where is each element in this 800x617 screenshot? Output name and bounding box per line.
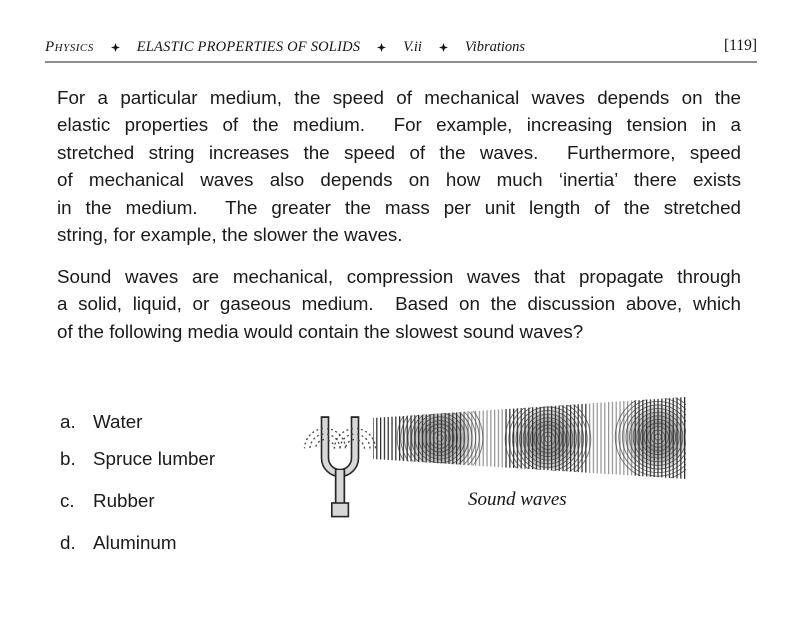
figure-caption: Sound waves — [468, 489, 567, 510]
paragraph-line: Sound waves are mechanical, compression waves that propagate through — [57, 266, 741, 287]
paragraph-line: elastic properties of the medium. For example, increasing tension in a — [57, 114, 741, 136]
wave-rings — [397, 394, 695, 482]
option-letter: a. — [60, 411, 76, 432]
header-section: V.ii — [403, 39, 422, 55]
paragraph-line: in the medium. The greater the mass per unit length of the stretched — [57, 196, 741, 218]
option-letter: b. — [60, 448, 76, 469]
paragraph-line: string, for example, the slower the waves. — [57, 224, 403, 246]
option-letter: c. — [60, 490, 75, 511]
option-c — [60, 487, 155, 514]
option-d — [60, 529, 177, 556]
question-paragraph — [57, 263, 741, 345]
option-letter: d. — [60, 532, 76, 553]
paragraph-line: of mechanical waves also depends on how much ‘inertia’ there exists — [57, 169, 741, 191]
paragraph-line: stretched string increases the speed of the waves. Furthermore, speed — [57, 141, 741, 163]
header-subject: Physics — [45, 39, 94, 55]
diamond-separator-icon — [377, 43, 386, 52]
option-label: Water — [93, 411, 143, 432]
tuning-fork — [321, 416, 360, 516]
option-label: Spruce lumber — [93, 448, 216, 469]
tuning-fork-vibration-marks — [305, 429, 376, 449]
paragraph-line: a solid, liquid, or gaseous medium. Based on the discussion above, which — [57, 293, 741, 315]
header-rule — [45, 61, 757, 63]
page-number: [119] — [724, 37, 757, 54]
option-label: Rubber — [93, 490, 155, 511]
option-label: Aluminum — [93, 532, 177, 553]
diamond-separator-icon — [111, 43, 120, 52]
header-topic: ELASTIC PROPERTIES OF SOLIDS — [136, 39, 361, 55]
intro-paragraph — [57, 84, 741, 248]
option-a — [60, 408, 142, 435]
diamond-separator-icon — [439, 43, 448, 52]
header-subtopic: Vibrations — [464, 39, 526, 55]
sound-waves-figure — [295, 393, 695, 533]
option-b — [60, 445, 215, 472]
paragraph-line: For a particular medium, the speed of mechanical waves depends on the — [57, 87, 741, 108]
paragraph-line: of the following media would contain the slowest sound waves? — [57, 320, 584, 342]
page-header — [45, 39, 525, 56]
